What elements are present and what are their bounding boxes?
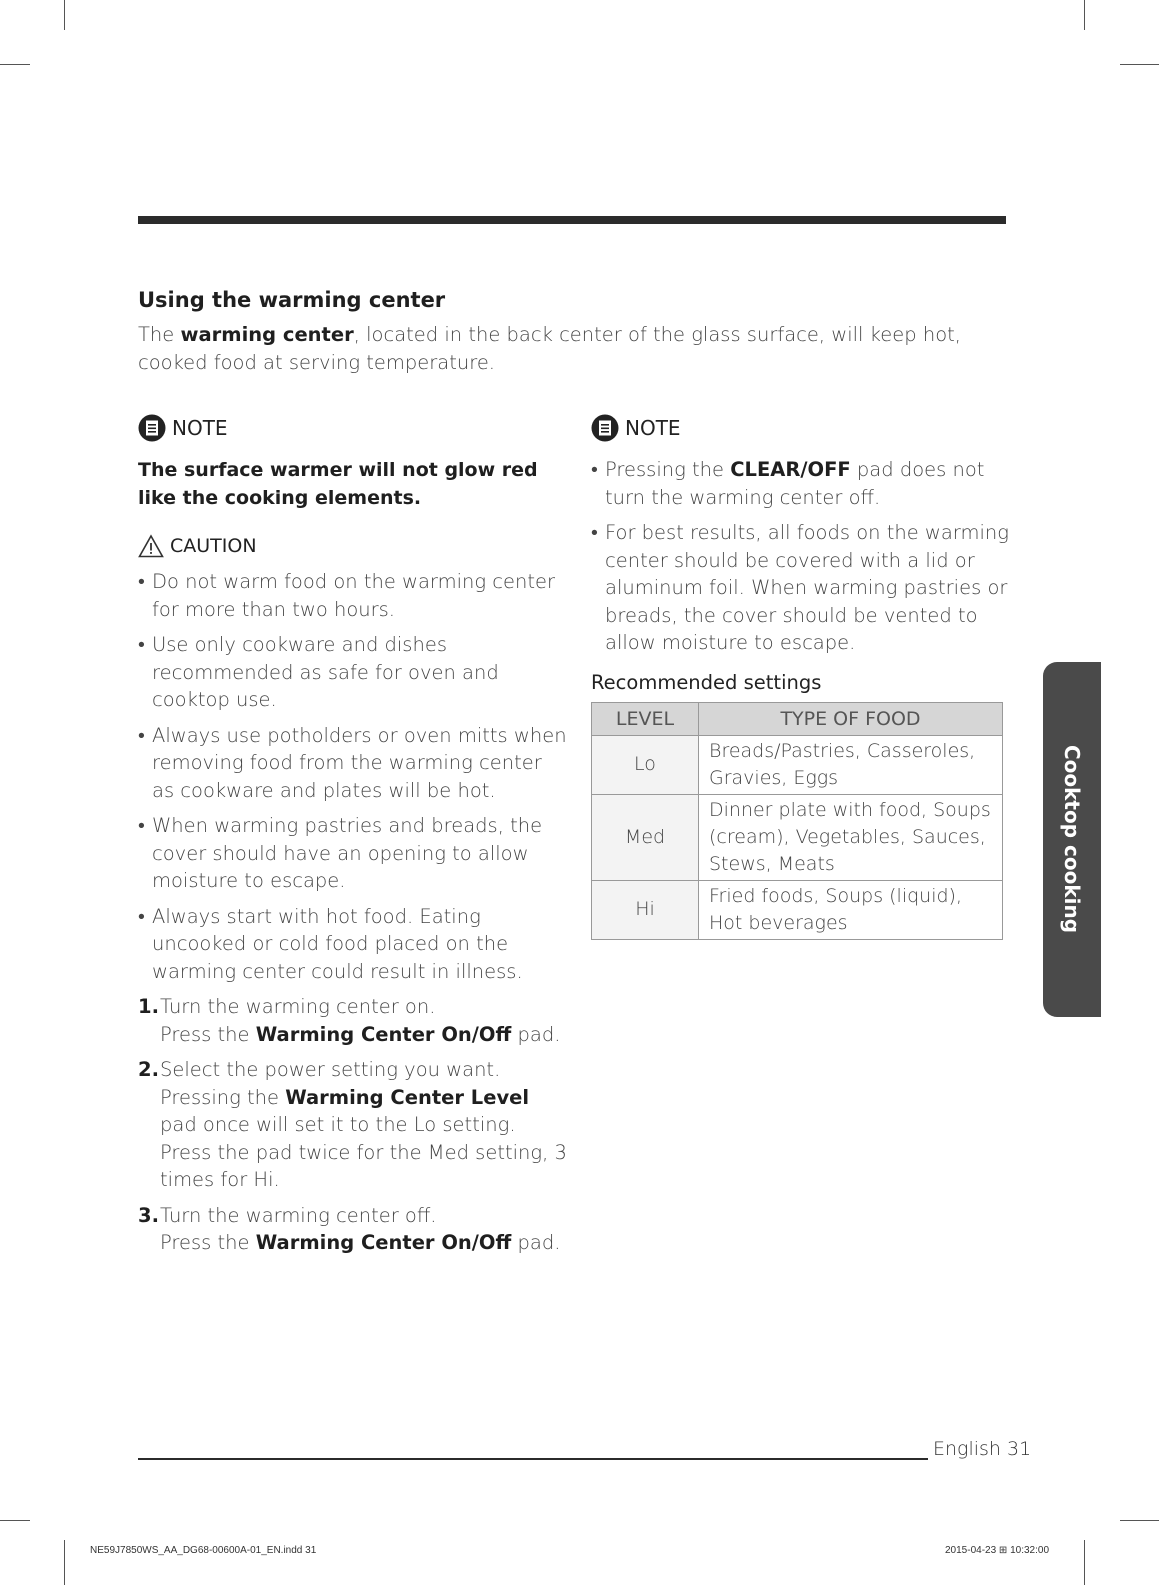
step-detail-bold: Warming Center On/Off [255, 1231, 512, 1254]
caution-label: CAUTION [170, 535, 257, 557]
step-detail [160, 1229, 568, 1257]
step-item [138, 1202, 568, 1257]
list-item: • For best results, all foods on the warming center should be covered with a lid or aluminum foil. When warming pastries or breads, the cover should be vented to allow moisture to escape. [591, 519, 1011, 657]
note-icon [591, 414, 619, 442]
settings-table [591, 702, 1003, 940]
intro-rest: , located in the back center of the glass surface, will keep hot, cooked food at serving temperature. [138, 323, 961, 374]
step-detail [160, 1021, 568, 1049]
step-detail-suffix: pad. [511, 1231, 561, 1254]
step-detail-bold: Warming Center Level [285, 1085, 530, 1109]
intro-prefix: The [138, 323, 181, 346]
note-text: The surface warmer will not glow red like the cooking elements. [138, 459, 538, 509]
note-icon [138, 414, 166, 442]
crop-mark [1120, 1520, 1159, 1521]
list-item: • Always start with hot food. Eating uncooked or cold food placed on the warming center could result in illness. [138, 903, 568, 986]
warning-triangle-icon [138, 534, 164, 558]
step-detail [160, 1084, 568, 1194]
table-header-row [592, 702, 1003, 735]
step-detail-suffix: pad once will set it to the Lo setting. Press the pad twice for the Med setting, 3 times for Hi. [160, 1113, 567, 1191]
note-label: NOTE [172, 416, 228, 440]
list-item: • Use only cookware and dishes recommended as safe for oven and cooktop use. [138, 631, 568, 714]
food-cell: Fried foods, Soups (liquid), Hot beverages [699, 880, 1003, 939]
level-cell: Lo [592, 735, 699, 794]
chapter-tab-label: Cooktop cooking [1060, 744, 1084, 934]
step-text: Turn the warming center on. [160, 995, 436, 1018]
footer-rule [138, 1458, 928, 1460]
level-cell: Hi [592, 880, 699, 939]
column-header: LEVEL [592, 702, 699, 735]
page-number: English 31 [933, 1438, 1032, 1460]
step-number: 1. [138, 995, 159, 1018]
food-cell: Breads/Pastries, Casseroles, Gravies, Eggs [699, 735, 1003, 794]
crop-mark [64, 1540, 65, 1585]
steps-list [138, 993, 568, 1257]
note-bold: CLEAR/OFF [730, 458, 851, 481]
step-number: 3. [138, 1203, 159, 1227]
step-number: 2. [138, 1058, 159, 1081]
level-cell: Med [592, 794, 699, 880]
crop-mark [1120, 64, 1159, 65]
note-list [591, 456, 1011, 657]
note-heading [138, 414, 568, 442]
list-item [591, 456, 1011, 511]
caution-list [138, 568, 568, 985]
step-detail-suffix: pad. [511, 1022, 561, 1046]
list-item: • Always use potholders or oven mitts when removing food from the warming center as cookware and plates will be hot. [138, 722, 568, 805]
print-date-info: 2015-04-23 ⊞ 10:32:00 [945, 1545, 1050, 1556]
chapter-tab [1043, 662, 1101, 1017]
column-header: TYPE OF FOOD [699, 702, 1003, 735]
recommended-settings-title: Recommended settings [591, 670, 822, 694]
table-row [592, 794, 1003, 880]
note-heading [591, 414, 1011, 442]
crop-mark [0, 64, 30, 65]
crop-mark [64, 0, 65, 30]
step-text: Turn the warming center off. [160, 1203, 437, 1227]
step-detail-prefix: Press the [160, 1022, 256, 1046]
note-prefix: Pressing the [605, 458, 731, 481]
note-label: NOTE [625, 416, 681, 440]
header-rule [138, 216, 1006, 224]
intro-paragraph [138, 321, 998, 377]
table-row [592, 880, 1003, 939]
food-cell: Dinner plate with food, Soups (cream), Vegetables, Sauces, Stews, Meats [699, 794, 1003, 880]
step-detail-bold: Warming Center On/Off [255, 1022, 512, 1046]
step-detail-prefix: Press the [160, 1231, 256, 1254]
intro-bold: warming center [180, 323, 354, 346]
caution-heading [138, 534, 568, 558]
section-title: Using the warming center [138, 288, 446, 312]
crop-mark [0, 1520, 30, 1521]
step-detail-prefix: Pressing the [160, 1085, 286, 1109]
step-text: Select the power setting you want. [160, 1058, 501, 1081]
step-item [138, 1056, 568, 1194]
step-item [138, 993, 568, 1048]
crop-mark [1084, 1540, 1085, 1585]
table-row [592, 735, 1003, 794]
right-column [591, 414, 1011, 940]
note-suffix: pad does not turn the warming center off. [605, 458, 985, 509]
list-item: • Do not warm food on the warming center for more than two hours. [138, 568, 568, 623]
print-file-info: NE59J7850WS_AA_DG68-00600A-01_EN.indd 31 [90, 1545, 317, 1556]
crop-mark [1084, 0, 1085, 30]
left-column [138, 414, 568, 1265]
list-item: • When warming pastries and breads, the cover should have an opening to allow moisture to escape. [138, 812, 568, 895]
